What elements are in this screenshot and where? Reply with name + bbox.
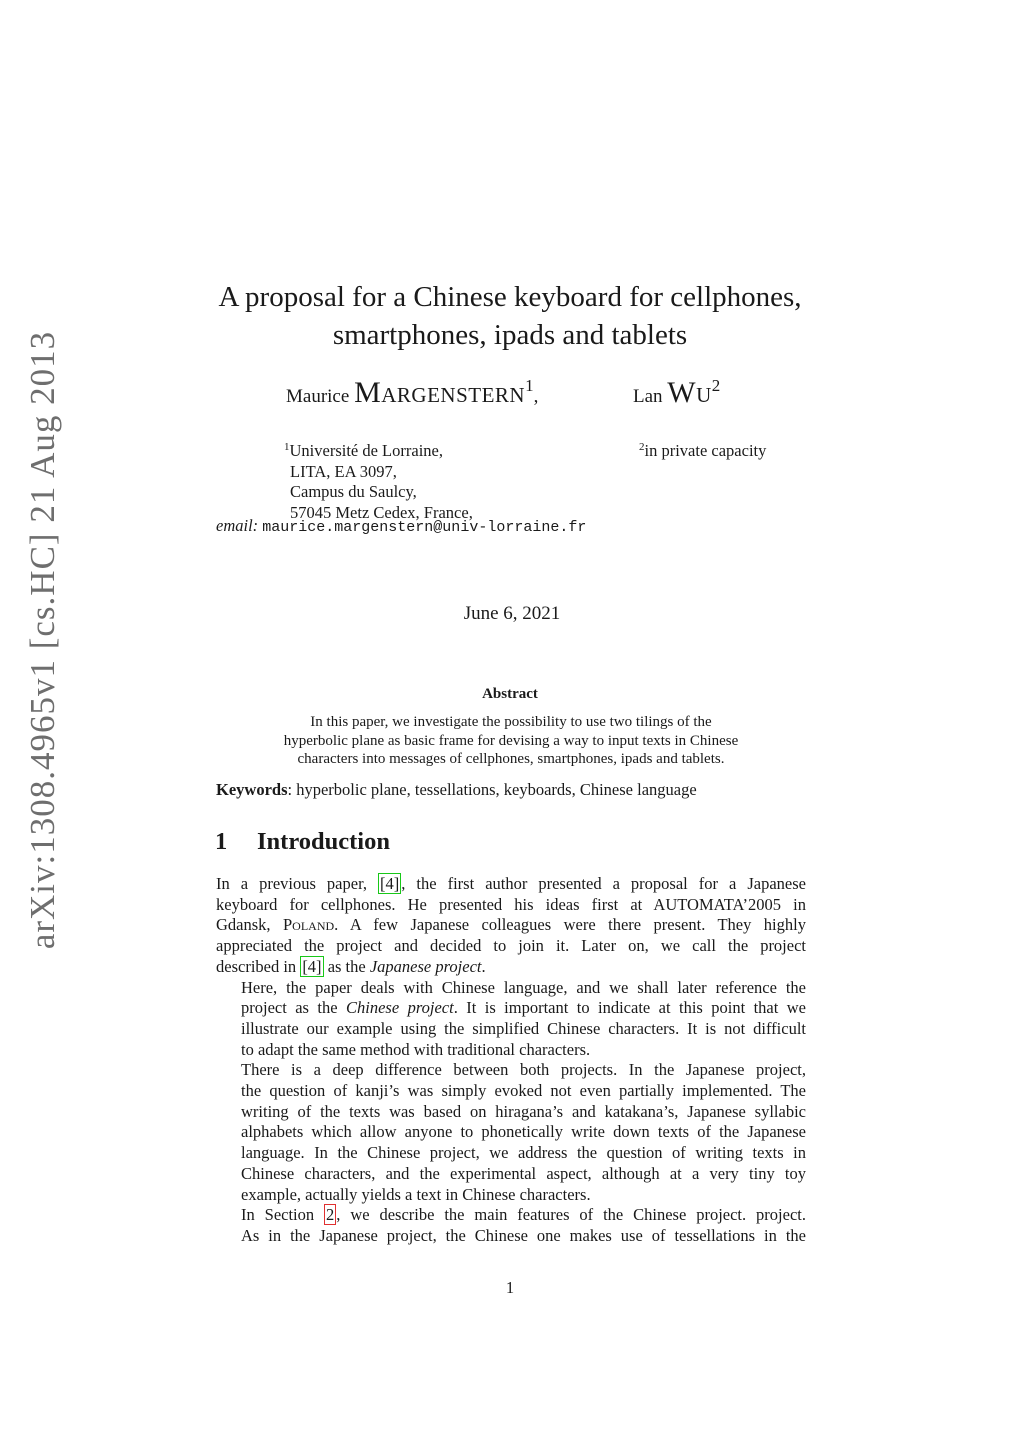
paragraph-3 bbox=[216, 1060, 806, 1205]
text-line: There is a deep difference between both projects. In the Japanese project, bbox=[241, 1060, 806, 1080]
abstract-heading: Abstract bbox=[482, 686, 538, 702]
author-affil-mark: 2 bbox=[711, 376, 721, 395]
text-line: Here, the paper deals with Chinese language, and we shall later reference the bbox=[241, 977, 806, 997]
paragraph-2 bbox=[216, 978, 806, 1061]
affil-line: Université de Lorraine, bbox=[289, 441, 443, 460]
email-line bbox=[216, 516, 586, 536]
affiliation-1 bbox=[284, 437, 473, 524]
text-line: example, actually yields a text in Chinese characters. bbox=[241, 1184, 591, 1204]
text-run: as the bbox=[323, 956, 370, 976]
author-last-name: Wu bbox=[667, 376, 712, 409]
affil-line: LITA, EA 3097, bbox=[290, 461, 397, 481]
text-line bbox=[216, 957, 806, 978]
text-line: illustrate our example using the simplified Chinese characters. It is not difficult bbox=[241, 1018, 806, 1038]
text-line: writing of the texts was based on hiragana’s and katakana’s, Japanese syllabic bbox=[241, 1101, 806, 1121]
paragraph-1 bbox=[216, 874, 806, 978]
author-separator: , bbox=[533, 386, 539, 407]
arxiv-sidebar bbox=[8, 200, 78, 1080]
abstract-body bbox=[257, 713, 765, 769]
paper-title bbox=[150, 278, 870, 354]
affiliation-2 bbox=[639, 437, 766, 462]
text-line bbox=[216, 1205, 806, 1226]
text-run: In Section bbox=[241, 1205, 325, 1225]
text-run: , we describe the main features of the Chinese project. project. bbox=[336, 1205, 806, 1225]
text-line: Chinese characters, and the experimental aspect, although at a very tiny toy bbox=[241, 1163, 806, 1183]
affil-mark: 1 bbox=[284, 441, 290, 453]
text-run: described in bbox=[216, 956, 301, 976]
text-line bbox=[216, 998, 806, 1019]
author-first-name: Lan bbox=[633, 386, 663, 407]
abstract-line: In this paper, we investigate the possibility to use two tilings of the bbox=[310, 714, 712, 730]
text-line: alphabets which allow anyone to phonetically write down texts of the Japanese bbox=[241, 1122, 806, 1142]
affil-line: Campus du Saulcy, bbox=[290, 482, 417, 502]
text-line: keyboard for cellphones. He presented his ideas first at AUTOMATA’2005 in bbox=[216, 894, 806, 914]
affil-line: in private capacity bbox=[644, 441, 767, 460]
text-run: project as the bbox=[241, 998, 346, 1018]
text-line: language. In the Chinese project, we address the question of writing texts in bbox=[241, 1143, 806, 1163]
citation-link[interactable]: [4] bbox=[380, 874, 400, 893]
author-margenstern bbox=[286, 376, 538, 410]
text-run: , the first author presented a proposal for a Japanese bbox=[401, 874, 806, 893]
email-label: email: bbox=[216, 516, 259, 535]
text-line: the question of kanji’s was simply evoked not even partially implemented. The bbox=[241, 1081, 806, 1101]
citation-link[interactable]: [4] bbox=[302, 956, 322, 976]
section-body bbox=[216, 874, 806, 1247]
author-affil-mark: 1 bbox=[525, 376, 534, 395]
abstract-line: characters into messages of cellphones, smartphones, ipads and tablets. bbox=[297, 751, 725, 767]
page-number: 1 bbox=[505, 1278, 515, 1297]
text-run: Japanese project bbox=[369, 956, 482, 976]
text-line: appreciated the project and decided to join it. Later on, we call the project bbox=[216, 936, 806, 956]
email-address[interactable]: maurice.margenstern@univ-lorraine.fr bbox=[262, 519, 587, 536]
text-run: . bbox=[481, 956, 486, 976]
keywords bbox=[216, 780, 697, 800]
text-run: In a previous paper, bbox=[216, 874, 379, 893]
section-heading bbox=[215, 828, 390, 856]
affil-line: 57045 Metz Cedex, France, bbox=[290, 503, 473, 523]
text-run: . It is important to indicate at this point that we bbox=[453, 998, 806, 1018]
section-number: 1 bbox=[215, 828, 228, 855]
text-line bbox=[216, 915, 806, 936]
title-line-2: smartphones, ipads and tablets bbox=[332, 319, 688, 351]
section-ref-link[interactable]: 2 bbox=[326, 1205, 335, 1225]
affil-mark: 2 bbox=[639, 441, 645, 453]
text-line bbox=[216, 874, 806, 895]
text-run: Gdansk, bbox=[216, 915, 283, 935]
paragraph-4 bbox=[216, 1205, 806, 1246]
keywords-text: : hyperbolic plane, tessellations, keyboards, Chinese language bbox=[287, 780, 697, 799]
text-run: Poland bbox=[282, 915, 335, 935]
title-line-1: A proposal for a Chinese keyboard for cellphones, bbox=[218, 281, 802, 313]
author-last-name: Margenstern bbox=[354, 376, 526, 409]
text-line: to adapt the same method with traditional characters. bbox=[241, 1039, 591, 1059]
arxiv-id: arXiv:1308.4965v1 [cs.HC] 21 Aug 2013 bbox=[23, 330, 62, 950]
text-line: As in the Japanese project, the Chinese one makes use of tessellations in the bbox=[241, 1225, 806, 1245]
section-title: Introduction bbox=[257, 828, 390, 855]
author-first-name: Maurice bbox=[286, 386, 350, 407]
keywords-label: Keywords bbox=[216, 780, 288, 799]
abstract-line: hyperbolic plane as basic frame for devising a way to input texts in Chinese bbox=[283, 732, 739, 749]
paper-date: June 6, 2021 bbox=[463, 603, 561, 624]
author-wu bbox=[633, 376, 720, 410]
text-run: . A few Japanese colleagues were there present. They highly bbox=[334, 915, 806, 935]
text-run: Chinese project bbox=[345, 998, 454, 1018]
